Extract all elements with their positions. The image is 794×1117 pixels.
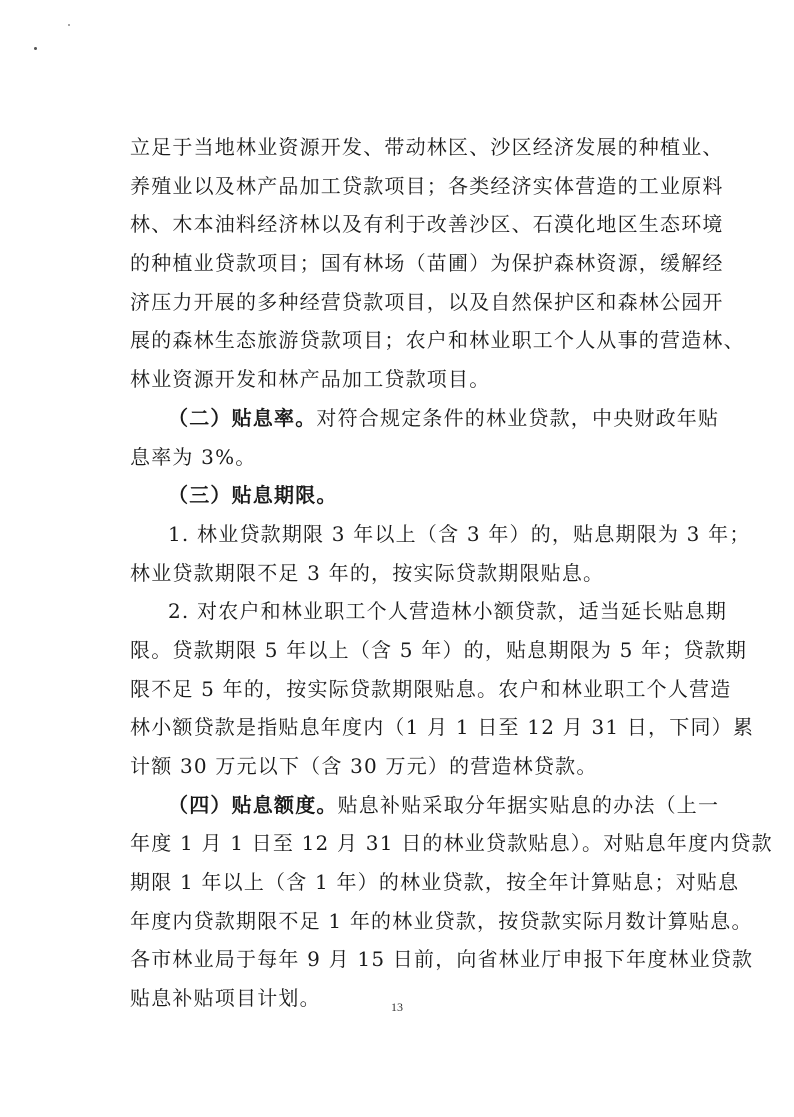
body-line: 年度 1 月 1 日至 12 月 31 日的林业贷款贴息）。对贴息年度内贷款 — [130, 831, 773, 856]
body-line: 展的森林生态旅游贷款项目；农户和林业职工个人从事的营造林、 — [130, 328, 745, 353]
scan-speck — [68, 24, 70, 26]
section-three-line — [130, 476, 690, 515]
body-line: 年度内贷款期限不足 1 年的林业贷款，按贷款实际月数计算贴息。 — [130, 908, 753, 933]
body-line: 贴息补贴项目计划。 — [130, 986, 321, 1011]
section-heading: （四）贴息额度。 — [168, 792, 338, 817]
body-line: 养殖业以及林产品加工贷款项目；各类经济实体营造的工业原料 — [130, 173, 724, 198]
body-line: 限不足 5 年的，按实际贷款期限贴息。农户和林业职工个人营造 — [130, 676, 732, 701]
scan-speck — [34, 47, 37, 50]
page-number: 13 — [391, 1000, 403, 1014]
body-line: 限。贷款期限 5 年以上（含 5 年）的，贴息期限为 5 年；贷款期 — [130, 637, 748, 662]
body-line: 计额 30 万元以下（含 30 万元）的营造林贷款。 — [130, 754, 598, 778]
list-item-line: 1. 林业贷款期限 3 年以上（含 3 年）的，贴息期限为 3 年； — [168, 521, 751, 546]
section-heading: （三）贴息期限。 — [168, 483, 338, 508]
section-heading: （二）贴息率。 — [168, 405, 317, 430]
body-line: 期限 1 年以上（含 1 年）的林业贷款，按全年计算贴息；对贴息 — [130, 870, 740, 895]
section-two-line — [130, 399, 720, 438]
body-line: 林业贷款期限不足 3 年的，按实际贷款期限贴息。 — [130, 560, 605, 585]
section-text: 贴息补贴采取分年据实贴息的办法（上一 — [337, 792, 720, 817]
section-four-line — [130, 786, 720, 825]
body-line: 立足于当地林业资源开发、带动林区、沙区经济发展的种植业、 — [130, 135, 724, 159]
body-line: 济压力开展的多种经营贷款项目，以及自然保护区和森林公园开 — [130, 289, 724, 314]
body-line: 各市林业局于每年 9 月 15 日前，向省林业厅申报下年度林业贷款 — [130, 947, 754, 972]
body-line: 息率为 3%。 — [130, 444, 257, 469]
section-text: 对符合规定条件的林业贷款，中央财政年贴 — [316, 405, 720, 430]
document-body — [130, 128, 773, 1018]
body-line: 林业资源开发和林产品加工贷款项目。 — [130, 367, 491, 392]
list-item-line: 2. 对农户和林业职工个人营造林小额贷款，适当延长贴息期 — [168, 599, 728, 624]
body-line: 林、木本油料经济林以及有利于改善沙区、石漠化地区生态环境 — [130, 212, 724, 237]
body-line: 的种植业贷款项目；国有林场（苗圃）为保护森林资源，缓解经 — [130, 251, 724, 276]
body-line: 林小额贷款是指贴息年度内（1 月 1 日至 12 月 31 日，下同）累 — [130, 715, 755, 740]
